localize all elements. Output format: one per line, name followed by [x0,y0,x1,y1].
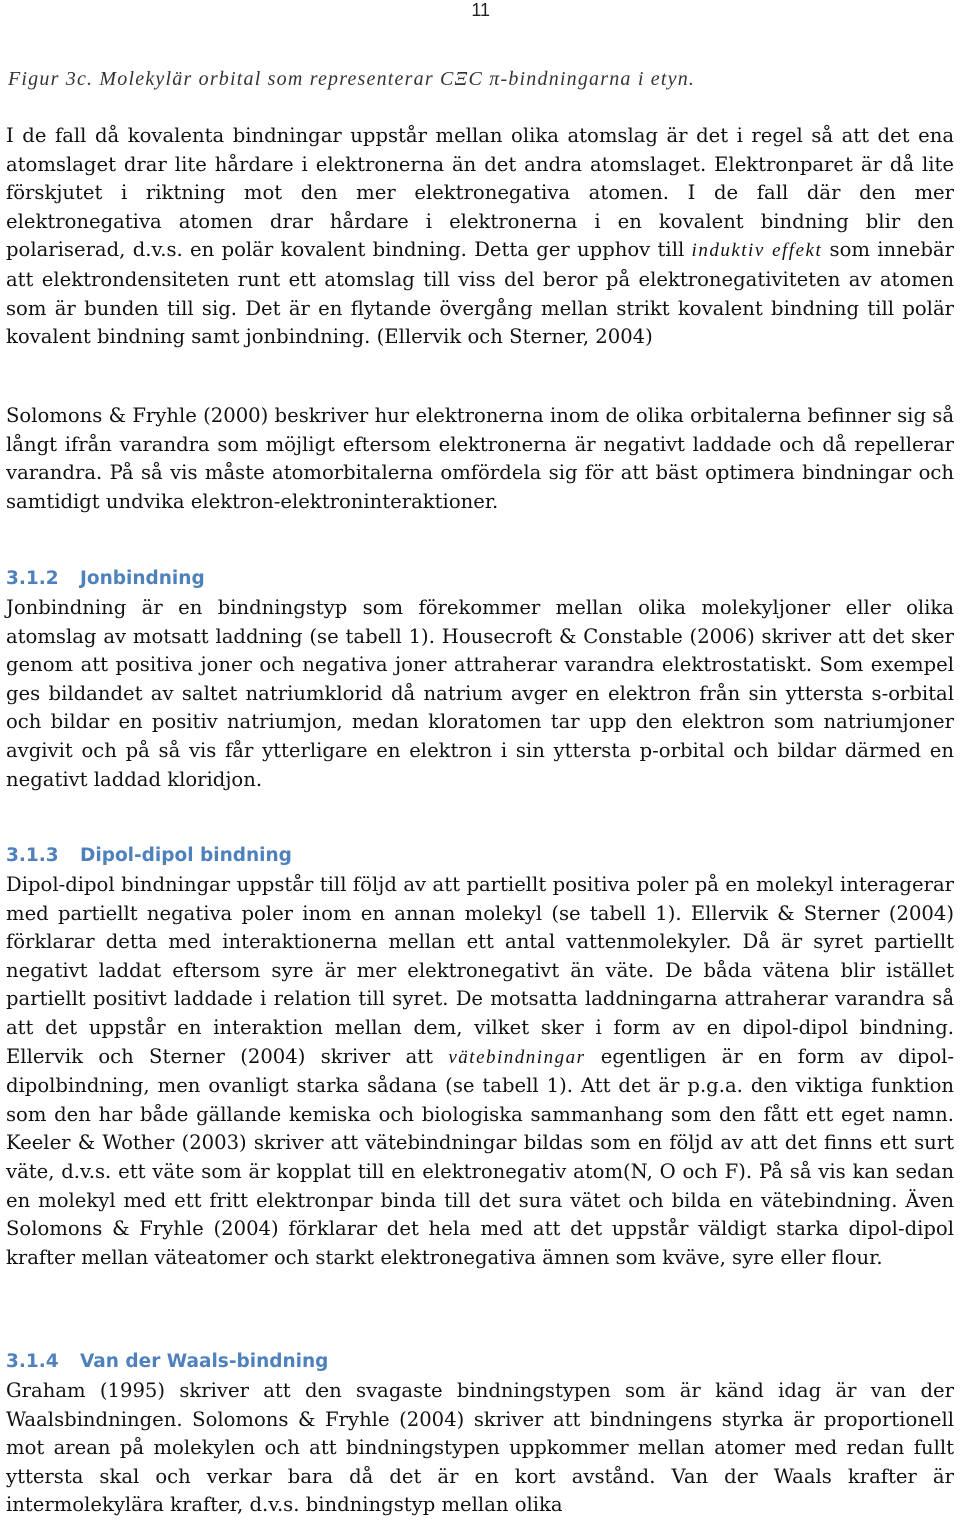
paragraph-van-der-waals: Graham (1995) skriver att den svagaste bindningstypen som är känd idag är van der Waalsbindningen. Solomons & Fryhle (2004) skriver att bindningens styrka är proportionell mot arean på molekylen och att bindningstypen uppkommer mellan atomer med redan fullt yttersta skal och verkar bara då det är en kort avstånd. Van der Waals krafter är intermolekylära krafter, d.v.s. bindningstyp mellan olika [6,1379,954,1517]
section-title: Van der Waals-bindning [80,1351,329,1372]
section-title: Jonbindning [80,568,205,589]
paragraph-text: Dipol-dipol bindningar uppstår till följd av att partiellt positiva poler på en molekyl interagerar med partiellt negativa poler inom en annan molekyl (se tabell 1). Ellervik & Sterner (2004) förklarar detta med interaktionerna mellan ett antal vattenmolekyler. Då är syret partiellt negativt laddat eftersom syre är mer elektronegativt än väte. De båda vätena blir istället partiellt positivt laddade i relation till syret. De motsatta laddningarna attraherar varandra så att det uppstår en interaktion mellan dem, vilket sker i form av en dipol-dipol bindning. Ellervik och Sterner (2004) skriver att [6,873,954,1068]
section-heading-van-der-waals [6,1351,328,1372]
paragraph-text: som innebär att elektrondensiteten runt ett atomslag till viss del beror på elektronegativiteten av atomen som är bunden till sig. Det är en flytande övergång mellan strikt kovalent bindning till polär kovalent bindning samt jonbindning. (Ellervik och Sterner, 2004) [6,238,954,349]
emphasis-term: vätebindningar [448,1046,586,1068]
section-number: 3.1.2 [6,568,59,589]
figure-caption: Figur 3c. Molekylär orbital som representerar CΞC π-bindningarna i etyn. [8,68,696,90]
emphasis-term: induktiv effekt [691,240,823,262]
section-title: Dipol-dipol bindning [80,845,292,866]
page-number: 11 [471,0,490,20]
section-heading-jonbindning [6,568,205,589]
paragraph-text: egentligen är en form av dipol-dipolbindning, men ovanligt starka sådana (se tabell 1). Att det är p.g.a. den viktiga funktion som den har både gällande kemiska och biologiska sammanhang som den fått ett eget namn. Keeler & Wother (2003) skriver att vätebindningar bildas som en följd av att det finns ett surt väte, d.v.s. ett väte som är kopplat till en elektronegativ atom(N, O och F). På så vis kan sedan en molekyl med ett fritt elektronpar binda till det sura vätet och bilda en vätebindning. Även Solomons & Fryhle (2004) förklarar det hela med att det uppstår väldigt starka dipol-dipol krafter mellan väteatomer och starkt elektronegativa ämnen som kväve, syre eller flour. [6,1044,955,1269]
paragraph-covalent-polar [6,122,954,352]
section-heading-dipol [6,845,292,866]
paragraph-orbital-repulsion: Solomons & Fryhle (2000) beskriver hur elektronerna inom de olika orbitalerna befinner sig så långt ifrån varandra som möjligt eftersom elektronerna är negativt laddade och då repellerar varandra. På så vis måste atomorbitalerna omfördela sig för att bäst optimera bindningar och samtidigt undvika elektron-elektroninteraktioner. [6,404,954,513]
section-number: 3.1.4 [6,1351,59,1372]
paragraph-jonbindning: Jonbindning är en bindningstyp som förekommer mellan olika molekyljoner eller olika atomslag av motsatt laddning (se tabell 1). Housecroft & Constable (2006) skriver att det sker genom att positiva joner och negativa joner attraherar varandra elektrostatiskt. Som exempel ges bildandet av saltet natriumklorid då natrium avger en elektron från sin yttersta s-orbital och bildar en positiv natriumjon, medan kloratomen tar upp den elektron som natriumjoner avgivit och på så vis får ytterligare en elektron i sin yttersta p-orbital och bildar därmed en negativt laddad kloridjon. [6,596,954,791]
section-number: 3.1.3 [6,845,59,866]
paragraph-text: I de fall då kovalenta bindningar uppstår mellan olika atomslag är det i regel så att det ena atomslaget drar lite hårdare i elektronerna än det andra atomslaget. Elektronparet är då lite förskjutet i riktning mot den mer elektronegativa atomen. I de fall där den mer elektronegativa atomen drar hårdare i elektronerna i en kovalent bindning blir den polariserad, d.v.s. en polär kovalent bindning. Detta ger upphov till [6,124,954,262]
paragraph-dipol-dipol [6,871,954,1272]
